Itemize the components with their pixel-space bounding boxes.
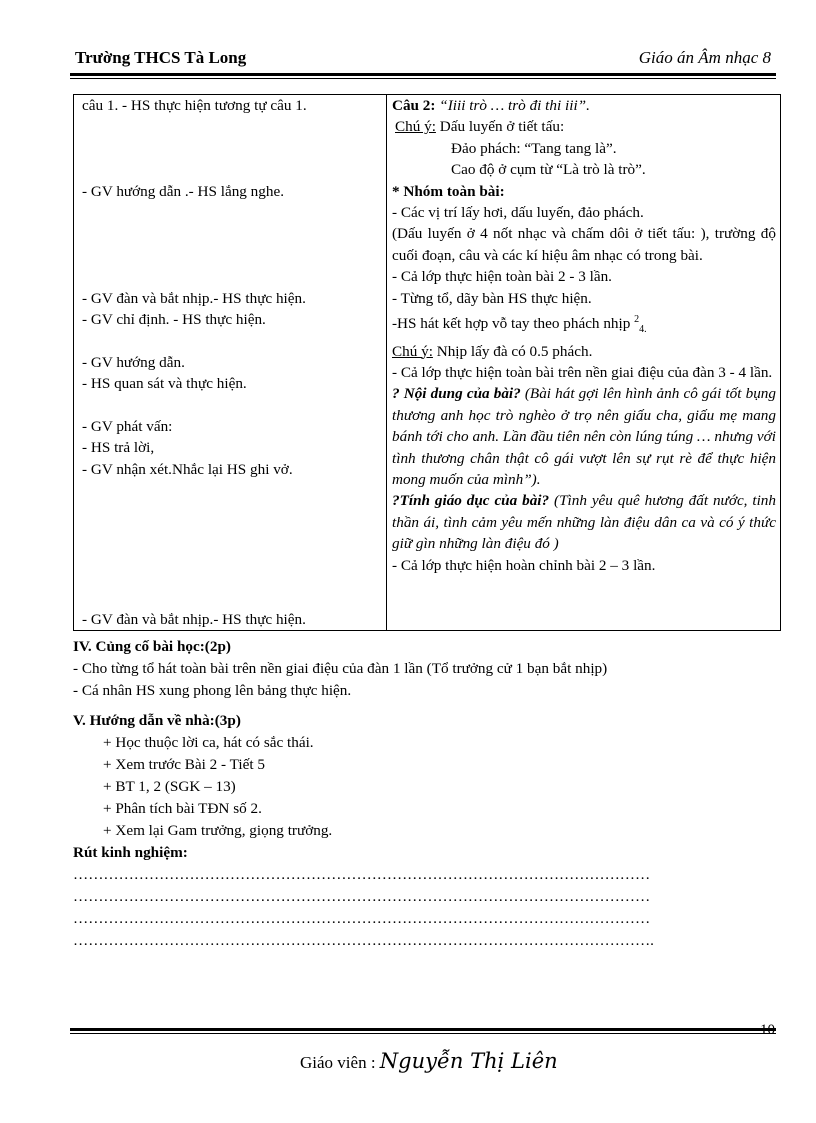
class-performs-2: - Cả lớp thực hiện toàn bài trên nền giai điệu của đàn 3 - 4 lần. bbox=[392, 363, 773, 381]
experience-line: …………………………………………………………………………………………………… bbox=[73, 910, 651, 927]
syncopation-line: Đảo phách: “Tang tang là”. bbox=[451, 139, 617, 157]
activity-line: câu 1. - HS thực hiện tương tự câu 1. bbox=[82, 97, 307, 114]
whole-song-heading: * Nhóm toàn bài: bbox=[392, 182, 505, 200]
class-performs-3: - Cả lớp thực hiện hoàn chỉnh bài 2 – 3 lần. bbox=[392, 556, 656, 574]
time-sig-bottom: 4. bbox=[639, 324, 647, 336]
school-name: Trường THCS Tà Long bbox=[75, 48, 247, 67]
subject-title: Giáo án Âm nhạc 8 bbox=[638, 48, 771, 67]
footer-rule-thin bbox=[70, 1033, 776, 1034]
experience-line: …………………………………………………………………………………………………… bbox=[73, 866, 651, 883]
lesson-closing bbox=[73, 636, 785, 952]
content-question: ? Nội dung của bài? (Bài hát gợi lên hình ảnh cô gái tốt bụng thương anh học trò nghèo ở trọ nên giấu cha, giấu mẹ mang bánh tới cho anh. Lần đầu tiên nên còn lúng túng … nhưng với tình thương chân thật cô gái vượt lên sự rụt rè để thực hiện mong muốn của mình”). bbox=[392, 385, 776, 488]
section4-line: - Cho từng tổ hát toàn bài trên nền giai điệu của đàn 1 lần (Tổ trưởng cử 1 bạn bắt nhịp) bbox=[73, 660, 608, 677]
experience-line: …………………………………………………………………………………………………… bbox=[73, 888, 651, 905]
homework-item: + Xem lại Gam trưởng, giọng trưởng. bbox=[103, 822, 333, 839]
note-line bbox=[392, 116, 776, 137]
activity-line: - GV đàn và bắt nhịp.- HS thực hiện. bbox=[82, 610, 306, 628]
note-text: Dấu luyến ở tiết tấu: bbox=[435, 118, 565, 136]
page-number: 10 bbox=[760, 1022, 775, 1038]
breath-positions: - Các vị trí lấy hơi, dấu luyến, đảo phách. bbox=[392, 204, 644, 222]
activity-line: - HS quan sát và thực hiện. bbox=[82, 375, 247, 393]
page-header bbox=[73, 48, 773, 72]
time-sig-top: 2 bbox=[634, 314, 640, 326]
pitch-line: Cao độ ở cụm từ “Là trò là trò”. bbox=[451, 161, 646, 179]
activity-line: - GV hướng dẫn. bbox=[82, 353, 185, 371]
table-row bbox=[74, 95, 781, 631]
activity-line: - GV nhận xét.Nhắc lại HS ghi vở. bbox=[82, 460, 293, 478]
homework-item: + Xem trước Bài 2 - Tiết 5 bbox=[103, 756, 265, 773]
footer-rule bbox=[70, 1028, 776, 1031]
activity-line: - GV hướng dẫn .- HS lắng nghe. bbox=[82, 182, 285, 200]
tie-notes: (Dấu luyến ở 4 nốt nhạc và chấm dôi ở tiết tấu: ), trường độ cuối đoạn, câu và các kí hiệu âm nhạc có trong bài. bbox=[392, 225, 776, 264]
note-line-2: Chú ý: Nhịp lấy đà có 0.5 phách. bbox=[392, 342, 593, 360]
education-question: ?Tính giáo dục của bài? (Tình yêu quê hương đất nước, tinh thần ái, tình cảm yêu mến những làn điệu dân ca và có ý thức giữ gìn những làn điệu đó ) bbox=[392, 492, 776, 553]
section4-title: IV. Củng cố bài học:(2p) bbox=[73, 638, 231, 655]
note-label: Chú ý: bbox=[395, 118, 436, 136]
experience-line: ……………………………………………………………………………………………………. bbox=[73, 932, 654, 949]
activity-line: - HS trả lời, bbox=[82, 439, 155, 457]
teacher-name: Nguyễn Thị Liên bbox=[379, 1049, 558, 1073]
lesson-table bbox=[73, 94, 781, 631]
teacher-label: Giáo viên : bbox=[300, 1053, 380, 1072]
section5-title: V. Hướng dẫn về nhà:(3p) bbox=[73, 712, 241, 729]
groups-perform: - Từng tổ, dãy bàn HS thực hiện. bbox=[392, 289, 592, 307]
activity-line: - GV chỉ định. - HS thực hiện. bbox=[82, 310, 266, 328]
class-performs-1: - Cả lớp thực hiện toàn bài 2 - 3 lần. bbox=[392, 268, 612, 286]
header-rule bbox=[70, 73, 776, 76]
activity-line: - GV đàn và bắt nhịp.- HS thực hiện. bbox=[82, 289, 306, 307]
header-rule-thin bbox=[70, 78, 776, 79]
homework-item: + Học thuộc lời ca, hát có sắc thái. bbox=[103, 734, 314, 751]
section4-line: - Cá nhân HS xung phong lên bảng thực hiện. bbox=[73, 682, 352, 699]
cau2-text: “Iiii trò … trò đi thi iii”. bbox=[435, 97, 590, 114]
clap-line: -HS hát kết hợp vỗ tay theo phách nhịp $^2_{4.}$ bbox=[392, 314, 647, 336]
activity-line: - GV phát vấn: bbox=[82, 417, 173, 435]
experience-title: Rút kinh nghiệm: bbox=[73, 844, 188, 861]
lesson-content bbox=[387, 95, 781, 631]
teacher-student-activities bbox=[74, 95, 387, 631]
homework-item: + Phân tích bài TĐN số 2. bbox=[103, 800, 262, 817]
cau2-line bbox=[392, 95, 776, 116]
homework-item: + BT 1, 2 (SGK – 13) bbox=[103, 778, 236, 795]
cau2-label: Câu 2: bbox=[392, 97, 436, 114]
teacher-signature bbox=[300, 1049, 558, 1073]
